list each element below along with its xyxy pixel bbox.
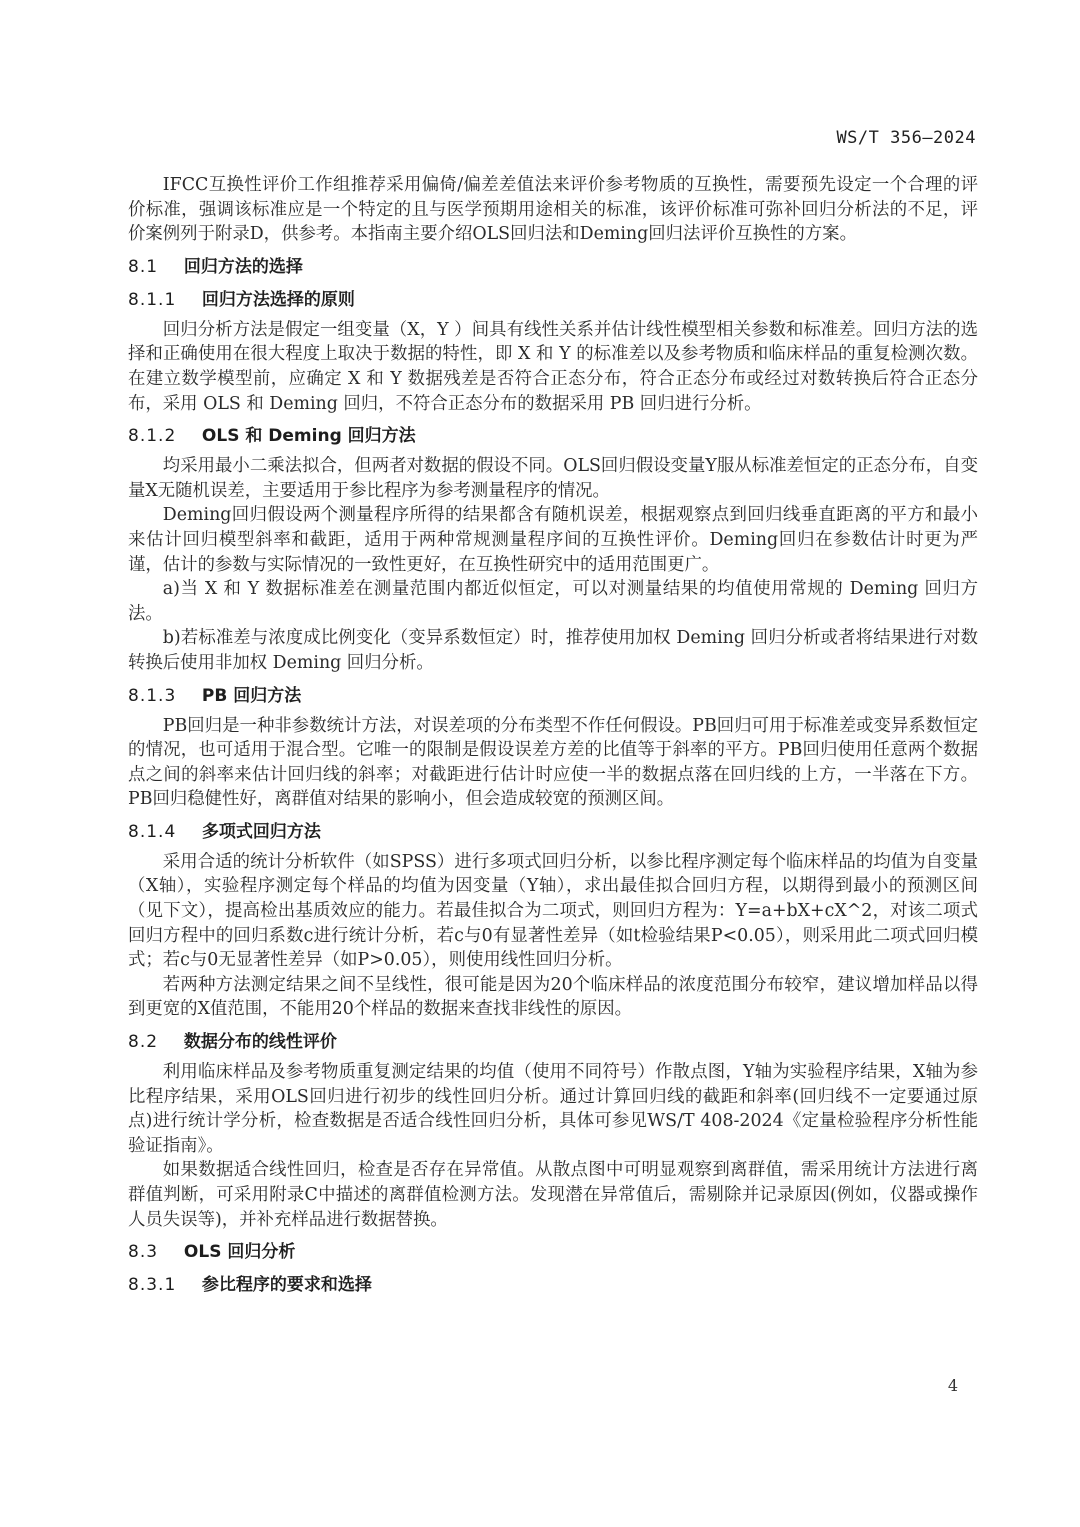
section-number: 8.2 — [128, 1032, 159, 1053]
section-number: 8.1.2 — [128, 426, 177, 447]
document-body — [128, 173, 978, 1303]
section-title: OLS 和 Deming 回归方法 — [201, 426, 416, 447]
section-number: 8.1.3 — [128, 685, 177, 706]
list-item-b: b)若标准差与浓度成比例变化（变异系数恒定）时，推荐使用加权 Deming 回归分析或者将结果进行对数转换后使用非加权 Deming 回归分析。 — [128, 628, 978, 673]
section-8-1-3-heading — [128, 683, 978, 709]
section-8-3-heading — [128, 1239, 978, 1265]
section-8-1-1-heading — [128, 287, 978, 313]
paragraph: 若两种方法测定结果之间不呈线性，很可能是因为20个临床样品的浓度范围分布较窄，建议增加样品以得到更宽的X值范围，不能用20个样品的数据来查找非线性的原因。 — [128, 974, 978, 1020]
section-title: 多项式回归方法 — [201, 821, 321, 842]
page-number: 4 — [947, 1376, 958, 1395]
section-8-3-1-heading — [128, 1272, 978, 1298]
paragraph: PB回归是一种非参数统计方法，对误差项的分布类型不作任何假设。PB回归可用于标准差或变异系数恒定的情况，也可适用于混合型。它唯一的限制是假设误差方差的比值等于斜率的平方。PB回归使用任意两个数据点之间的斜率来估计回归线的斜率；对截距进行估计时应使一半的数据点落在回归线的上方，一半落在下方。PB回归稳健性好，离群值对结果的影响小，但会造成较宽的预测区间。 — [128, 715, 978, 810]
standard-code: WS/T 356—2024 — [836, 128, 976, 148]
paragraph: 利用临床样品及参考物质重复测定结果的均值（使用不同符号）作散点图，Y轴为实验程序结果，X轴为参比程序结果，采用OLS回归进行初步的线性回归分析。通过计算回归线的截距和斜率(回归线不一定要通过原点)进行统计学分析，检查数据是否适合线性回归分析，具体可参见WS/T 408-2024《定量检验程序分析性能验证指南》。 — [128, 1062, 978, 1156]
paragraph: 回归分析方法是假定一组变量（X，Y ）间具有线性关系并估计线性模型相关参数和标准差。回归方法的选择和正确使用在很大程度上取决于数据的特性，即 X 和 Y 的标准差以及参考物质和临床样品的重复检测次数。在建立数学模型前，应确定 X 和 Y 数据残差是否符合正态分布，符合正态分布或经过对数转换后符合正态分布，采用 OLS 和 Deming 回归，不符合正态分布的数据采用 PB 回归进行分析。 — [128, 319, 978, 414]
section-title: PB 回归方法 — [201, 685, 302, 706]
section-number: 8.3 — [128, 1242, 159, 1263]
section-8-1-2-heading — [128, 423, 978, 449]
paragraph: 如果数据适合线性回归，检查是否存在异常值。从散点图中可明显观察到离群值，需采用统计方法进行离群值判断，可采用附录C中描述的离群值检测方法。发现潜在异常值后，需剔除并记录原因(例如，仪器或操作人员失误等)，并补充样品进行数据替换。 — [128, 1160, 978, 1230]
section-number: 8.3.1 — [128, 1275, 177, 1296]
section-title: 回归方法选择的原则 — [201, 289, 355, 310]
section-number: 8.1.1 — [128, 289, 177, 310]
list-item-a: a)当 X 和 Y 数据标准差在测量范围内都近似恒定，可以对测量结果的均值使用常规的 Deming 回归方法。 — [128, 579, 978, 624]
section-number: 8.1.4 — [128, 821, 177, 842]
section-8-1-4-heading — [128, 819, 978, 845]
paragraph: 均采用最小二乘法拟合，但两者对数据的假设不同。OLS回归假设变量Y服从标准差恒定的正态分布，自变量X无随机误差，主要适用于参比程序为参考测量程序的情况。 — [128, 456, 978, 501]
section-title: 回归方法的选择 — [183, 256, 303, 277]
intro-paragraph: IFCC互换性评价工作组推荐采用偏倚/偏差差值法来评价参考物质的互换性，需要预先设定一个合理的评价标准，强调该标准应是一个特定的且与医学预期用途相关的标准，该评价标准可弥补回归分析法的不足，评价案例列于附录D，供参考。本指南主要介绍OLS回归法和Deming回归法评价互换性的方案。 — [128, 175, 978, 245]
section-number: 8.1 — [128, 256, 159, 277]
paragraph: Deming回归假设两个测量程序所得的结果都含有随机误差，根据观察点到回归线垂直距离的平方和最小来估计回归模型斜率和截距，适用于两种常规测量程序间的互换性评价。Deming回归在参数估计时更为严谨，估计的参数与实际情况的一致性更好，在互换性研究中的适用范围更广。 — [128, 505, 978, 575]
section-8-1-heading — [128, 254, 978, 280]
section-title: 参比程序的要求和选择 — [201, 1275, 372, 1296]
section-title: OLS 回归分析 — [183, 1242, 296, 1263]
section-title: 数据分布的线性评价 — [183, 1032, 337, 1053]
section-8-2-heading — [128, 1029, 978, 1055]
paragraph: 采用合适的统计分析软件（如SPSS）进行多项式回归分析，以参比程序测定每个临床样品的均值为自变量（X轴），实验程序测定每个样品的均值为因变量（Y轴），求出最佳拟合回归方程，以期得到最小的预测区间（见下文），提高检出基质效应的能力。若最佳拟合为二项式，则回归方程为：Y=a+bX+cX^2，对该二项式回归方程中的回归系数c进行统计分析，若c与0有显著性差异（如t检验结果P<0.05），则采用此二项式回归模式；若c与0无显著性差异（如P>0.05），则使用线性回归分析。 — [128, 851, 978, 971]
